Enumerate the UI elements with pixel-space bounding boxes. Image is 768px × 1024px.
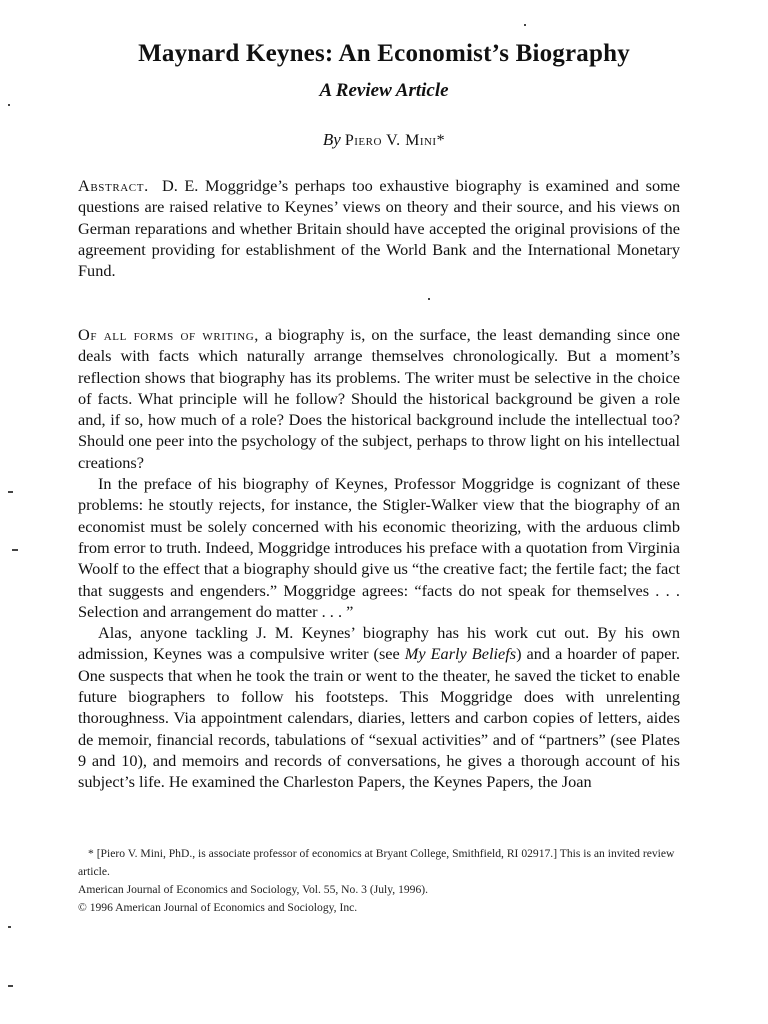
byline-prefix: By [322,130,341,149]
author-name: Piero V. Mini* [344,132,446,149]
article-title: Maynard Keynes: An Economist’s Biography [138,40,630,67]
paragraph-2: In the preface of his biography of Keynes, Professor Moggridge is cognizant of these problems: he stoutly rejects, for instance, the Stigler-Walker view that the biography of an economist must be solely concerned with his economic theorizing, with the arduous climb from error to truth. Indeed, Moggridge introduces his preface with a quotation from Virginia Woolf to the effect that a biography should give us “the creative fact; the fertile fact; the fact that suggests and engenders.” Moggridge agrees: “facts do not speak for themselves . . . Selection and arrangement do matter . . . ” [78,474,680,621]
abstract [78,175,680,281]
abstract-text: D. E. Moggridge’s perhaps too exhaustive biography is examined and some questions are raised relative to Keynes’ views on theory and their source, and his views on German reparations and whether Britain should have accepted the original provisions of the agreement providing for establishment of the World Bank and the International Monetary Fund. [78,176,681,281]
scan-speck [8,985,13,987]
paragraph-3-text-b: ) and a hoarder of paper. One suspects that when he took the train or went to the theater, he saved the ticket to enable future biographers to follow his footsteps. This Moggridge does with unrelenting thoroughness. Via appointment calendars, diaries, letters and carbon copies of letters, aides de memoir, financial records, tabulations of “sexual activities” and of “partners” (see Plates 9 and 10), and memoirs and records of conversations, he gives a thorough account of his subject’s life. He examined the Charleston Papers, the Keynes Papers, the Joan [78,644,680,792]
paragraph-3 [78,622,680,792]
scan-speck [8,104,10,106]
paragraph-1 [78,324,680,473]
scan-speck [524,24,526,26]
scan-speck [428,298,430,300]
copyright-notice: © 1996 American Journal of Economics and Sociology, Inc. [78,901,358,914]
scan-speck [8,926,11,928]
abstract-label: Abstract. [78,176,149,195]
paragraph-3-book-title: My Early Beliefs [404,644,517,664]
journal-citation: American Journal of Economics and Sociology, Vol. 55, No. 3 (July, 1996). [78,883,429,896]
scan-speck [8,491,13,493]
byline [0,130,768,150]
author-footnote: * [Piero V. Mini, PhD., is associate professor of economics at Bryant College, Smithfield, RI 02917.] This is an invited review article. [78,847,675,878]
paragraph-3-text-a: Alas, anyone tackling J. M. Keynes’ biography has his work cut out. By his own admission, Keynes was a compulsive writer (see [78,623,680,664]
paragraph-1-lead: Of all forms of writing, [78,325,259,344]
article-body [78,324,680,793]
scan-speck [12,549,18,551]
paragraph-1-text: a biography is, on the surface, the least demanding since one deals with facts which naturally arrange themselves chronologically. But a moment’s reflection shows that biography has its problems. The writer must be selective in the choice of facts. What principle will he follow? Should the historical background be given a role and, if so, how much of a role? Does the historical background include the intellectual too? Should one peer into the psychology of the subject, perhaps to throw light on his intellectual creations? [78,325,681,472]
article-subtitle: A Review Article [319,80,449,101]
footnotes [78,845,682,917]
